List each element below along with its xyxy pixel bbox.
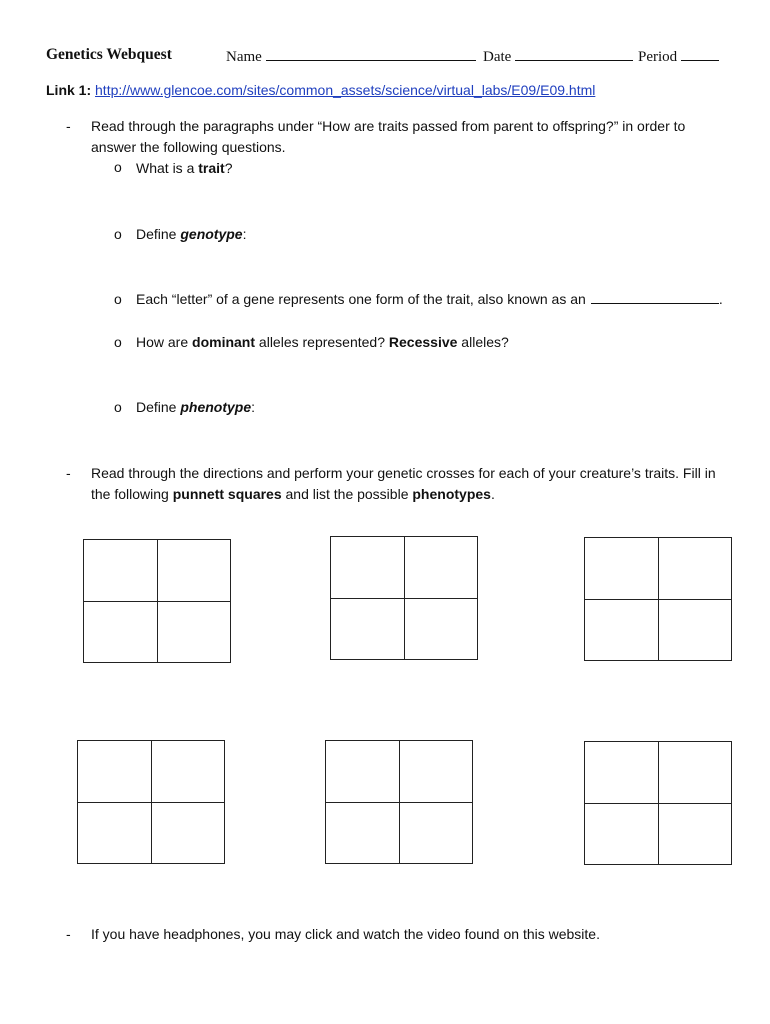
question-trait: What is a trait? — [136, 160, 233, 176]
question-phenotype: Define phenotype: — [136, 399, 256, 415]
question-allele: Each “letter” of a gene represents one form of the trait, also known as an . — [136, 291, 723, 307]
punnett-square[interactable] — [77, 740, 225, 864]
question-genotype: Define genotype: — [136, 226, 247, 242]
link-label: Link 1: — [46, 82, 92, 98]
section2-intro — [91, 463, 716, 505]
headphones-note: If you have headphones, you may click and watch the video found on this website. — [91, 926, 600, 942]
question-dominant: How are dominant alleles represented? Recessive alleles? — [136, 334, 509, 350]
bold-term: dominant — [192, 334, 256, 350]
date-blank[interactable] — [515, 46, 633, 61]
punnett-square[interactable] — [584, 537, 732, 661]
circle-bullet: o — [114, 334, 122, 350]
dash-bullet: - — [66, 465, 71, 481]
intro-line: the following punnett squares and list the possible phenotypes. — [91, 486, 495, 502]
bold-term: genotype — [180, 226, 243, 242]
circle-bullet: o — [114, 291, 122, 307]
intro-line: answer the following questions. — [91, 139, 286, 155]
dash-bullet: - — [66, 118, 71, 134]
bold-term: phenotypes — [412, 486, 491, 502]
date-label: Date — [483, 49, 512, 65]
period-label: Period — [638, 49, 678, 65]
punnett-square[interactable] — [83, 539, 231, 663]
name-field[interactable] — [226, 46, 476, 66]
period-blank[interactable] — [681, 46, 719, 61]
bold-term: Recessive — [388, 334, 458, 350]
intro-line: Read through the paragraphs under “How are traits passed from parent to offspring?” in order to — [91, 118, 686, 134]
period-field[interactable] — [638, 46, 719, 66]
link-url[interactable]: http://www.glencoe.com/sites/common_assets/science/virtual_labs/E09/E09.html — [95, 82, 596, 98]
circle-bullet: o — [114, 159, 122, 175]
name-label: Name — [226, 49, 262, 65]
circle-bullet: o — [114, 399, 122, 415]
dash-bullet: - — [66, 926, 71, 942]
punnett-square[interactable] — [325, 740, 473, 864]
name-blank[interactable] — [266, 46, 476, 61]
section1-intro — [91, 116, 685, 158]
punnett-square[interactable] — [584, 741, 732, 865]
punnett-square[interactable] — [330, 536, 478, 660]
date-field[interactable] — [483, 46, 633, 66]
intro-line: Read through the directions and perform your genetic crosses for each of your creature’s traits. Fill in — [91, 465, 716, 481]
bold-term: punnett squares — [172, 486, 282, 502]
circle-bullet: o — [114, 226, 122, 242]
bold-term: phenotype — [180, 399, 252, 415]
allele-blank[interactable] — [591, 291, 719, 304]
link-row — [46, 82, 595, 98]
bold-term: trait — [198, 160, 225, 176]
page-title: Genetics Webquest — [46, 46, 172, 63]
